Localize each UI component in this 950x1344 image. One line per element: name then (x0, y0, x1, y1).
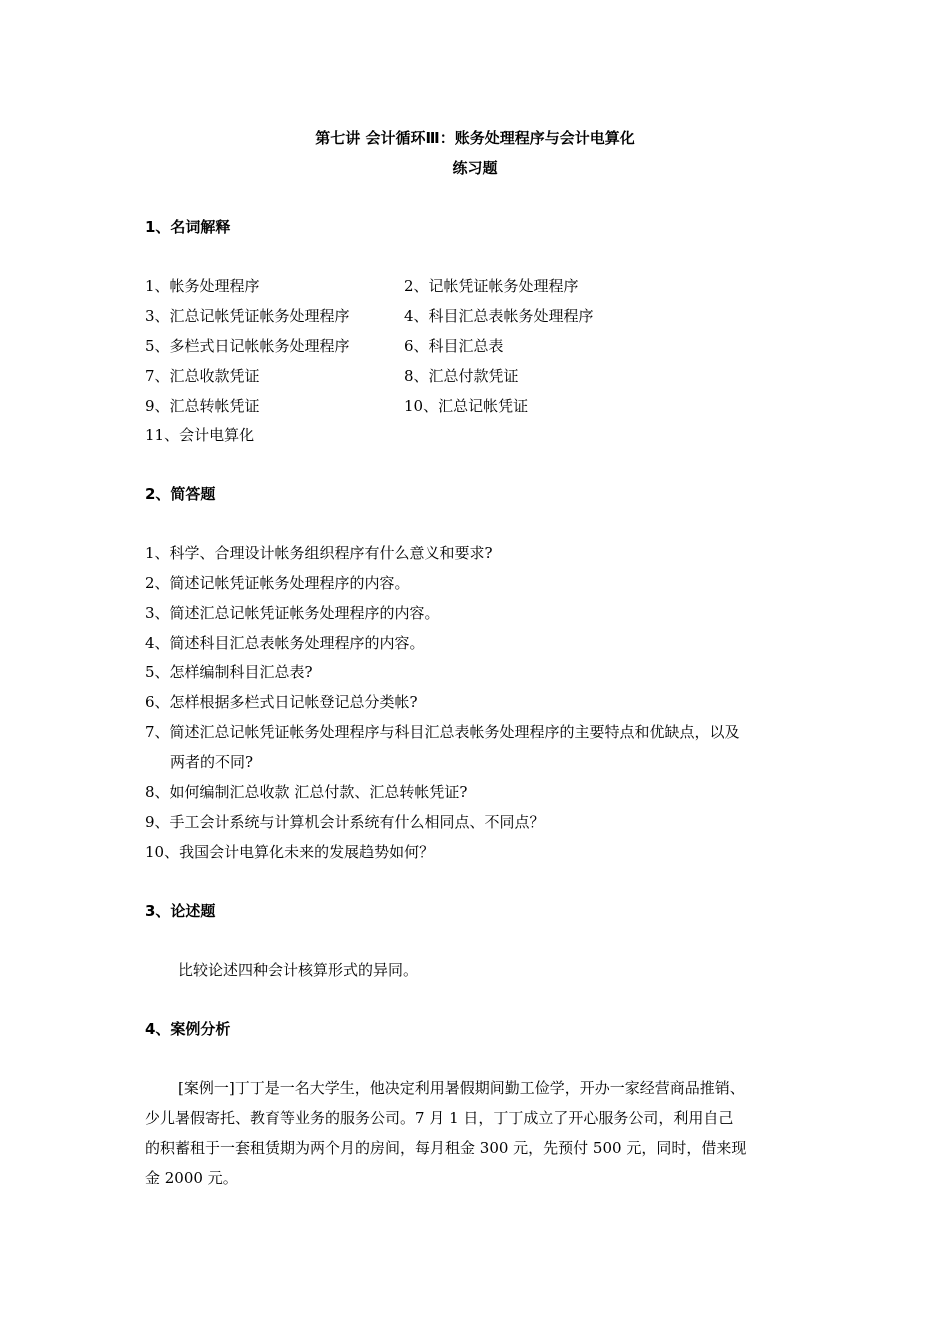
term-item: 5、多栏式日记帐帐务处理程序 (145, 337, 350, 355)
term-item: 11、会计电算化 (145, 426, 255, 444)
term-item: 8、汇总付款凭证 (404, 367, 519, 385)
section-heading-terms: 1、名词解释 (145, 218, 231, 236)
question-item: 10、我国会计电算化未来的发展趋势如何？ (145, 843, 435, 861)
question-item: 5、怎样编制科目汇总表? (145, 663, 313, 681)
question-item: 6、怎样根据多栏式日记帐登记总分类帐? (145, 693, 418, 711)
essay-question: 比较论述四种会计核算形式的异同。 (178, 961, 419, 979)
case-paragraph-line: 的积蓄租于一套租赁期为两个月的房间，每月租金 300 元，先预付 500 元，同时，借来现 (145, 1139, 747, 1157)
question-item: 9、手工会计系统与计算机会计系统有什么相同点、不同点？ (145, 813, 545, 831)
question-item: 3、简述汇总记帐凭证帐务处理程序的内容。 (145, 604, 440, 622)
term-item: 4、科目汇总表帐务处理程序 (404, 307, 594, 325)
section-heading-essay: 3、论述题 (145, 902, 216, 920)
case-paragraph-line: 金 2000 元。 (145, 1169, 238, 1187)
term-item: 10、汇总记帐凭证 (404, 397, 529, 415)
case-paragraph-line: 少儿暑假寄托、教育等业务的服务公司。7 月 1 日，丁丁成立了开心服务公司，利用自己 (145, 1109, 734, 1127)
section-heading-short-answer: 2、简答题 (145, 485, 216, 503)
term-item: 6、科目汇总表 (404, 337, 504, 355)
section-heading-case: 4、案例分析 (145, 1020, 231, 1038)
question-item: 7、简述汇总记帐凭证帐务处理程序与科目汇总表帐务处理程序的主要特点和优缺点，以及 (145, 723, 740, 741)
case-paragraph-line: [案例一]丁丁是一名大学生，他决定利用暑假期间勤工俭学，开办一家经营商品推销、 (178, 1079, 745, 1097)
term-item: 3、汇总记帐凭证帐务处理程序 (145, 307, 350, 325)
question-item-continuation: 两者的不同? (170, 753, 254, 771)
question-item: 2、简述记帐凭证帐务处理程序的内容。 (145, 574, 410, 592)
question-item: 1、科学、合理设计帐务组织程序有什么意义和要求? (145, 544, 493, 562)
term-item: 7、汇总收款凭证 (145, 367, 260, 385)
page-subtitle: 练习题 (452, 159, 498, 177)
question-item: 4、简述科目汇总表帐务处理程序的内容。 (145, 634, 425, 652)
question-item: 8、如何编制汇总收款 汇总付款、汇总转帐凭证? (145, 783, 468, 801)
term-item: 1、帐务处理程序 (145, 277, 260, 295)
term-item: 9、汇总转帐凭证 (145, 397, 260, 415)
term-item: 2、记帐凭证帐务处理程序 (404, 277, 579, 295)
page-title: 第七讲 会计循环Ⅲ：账务处理程序与会计电算化 (315, 129, 635, 147)
